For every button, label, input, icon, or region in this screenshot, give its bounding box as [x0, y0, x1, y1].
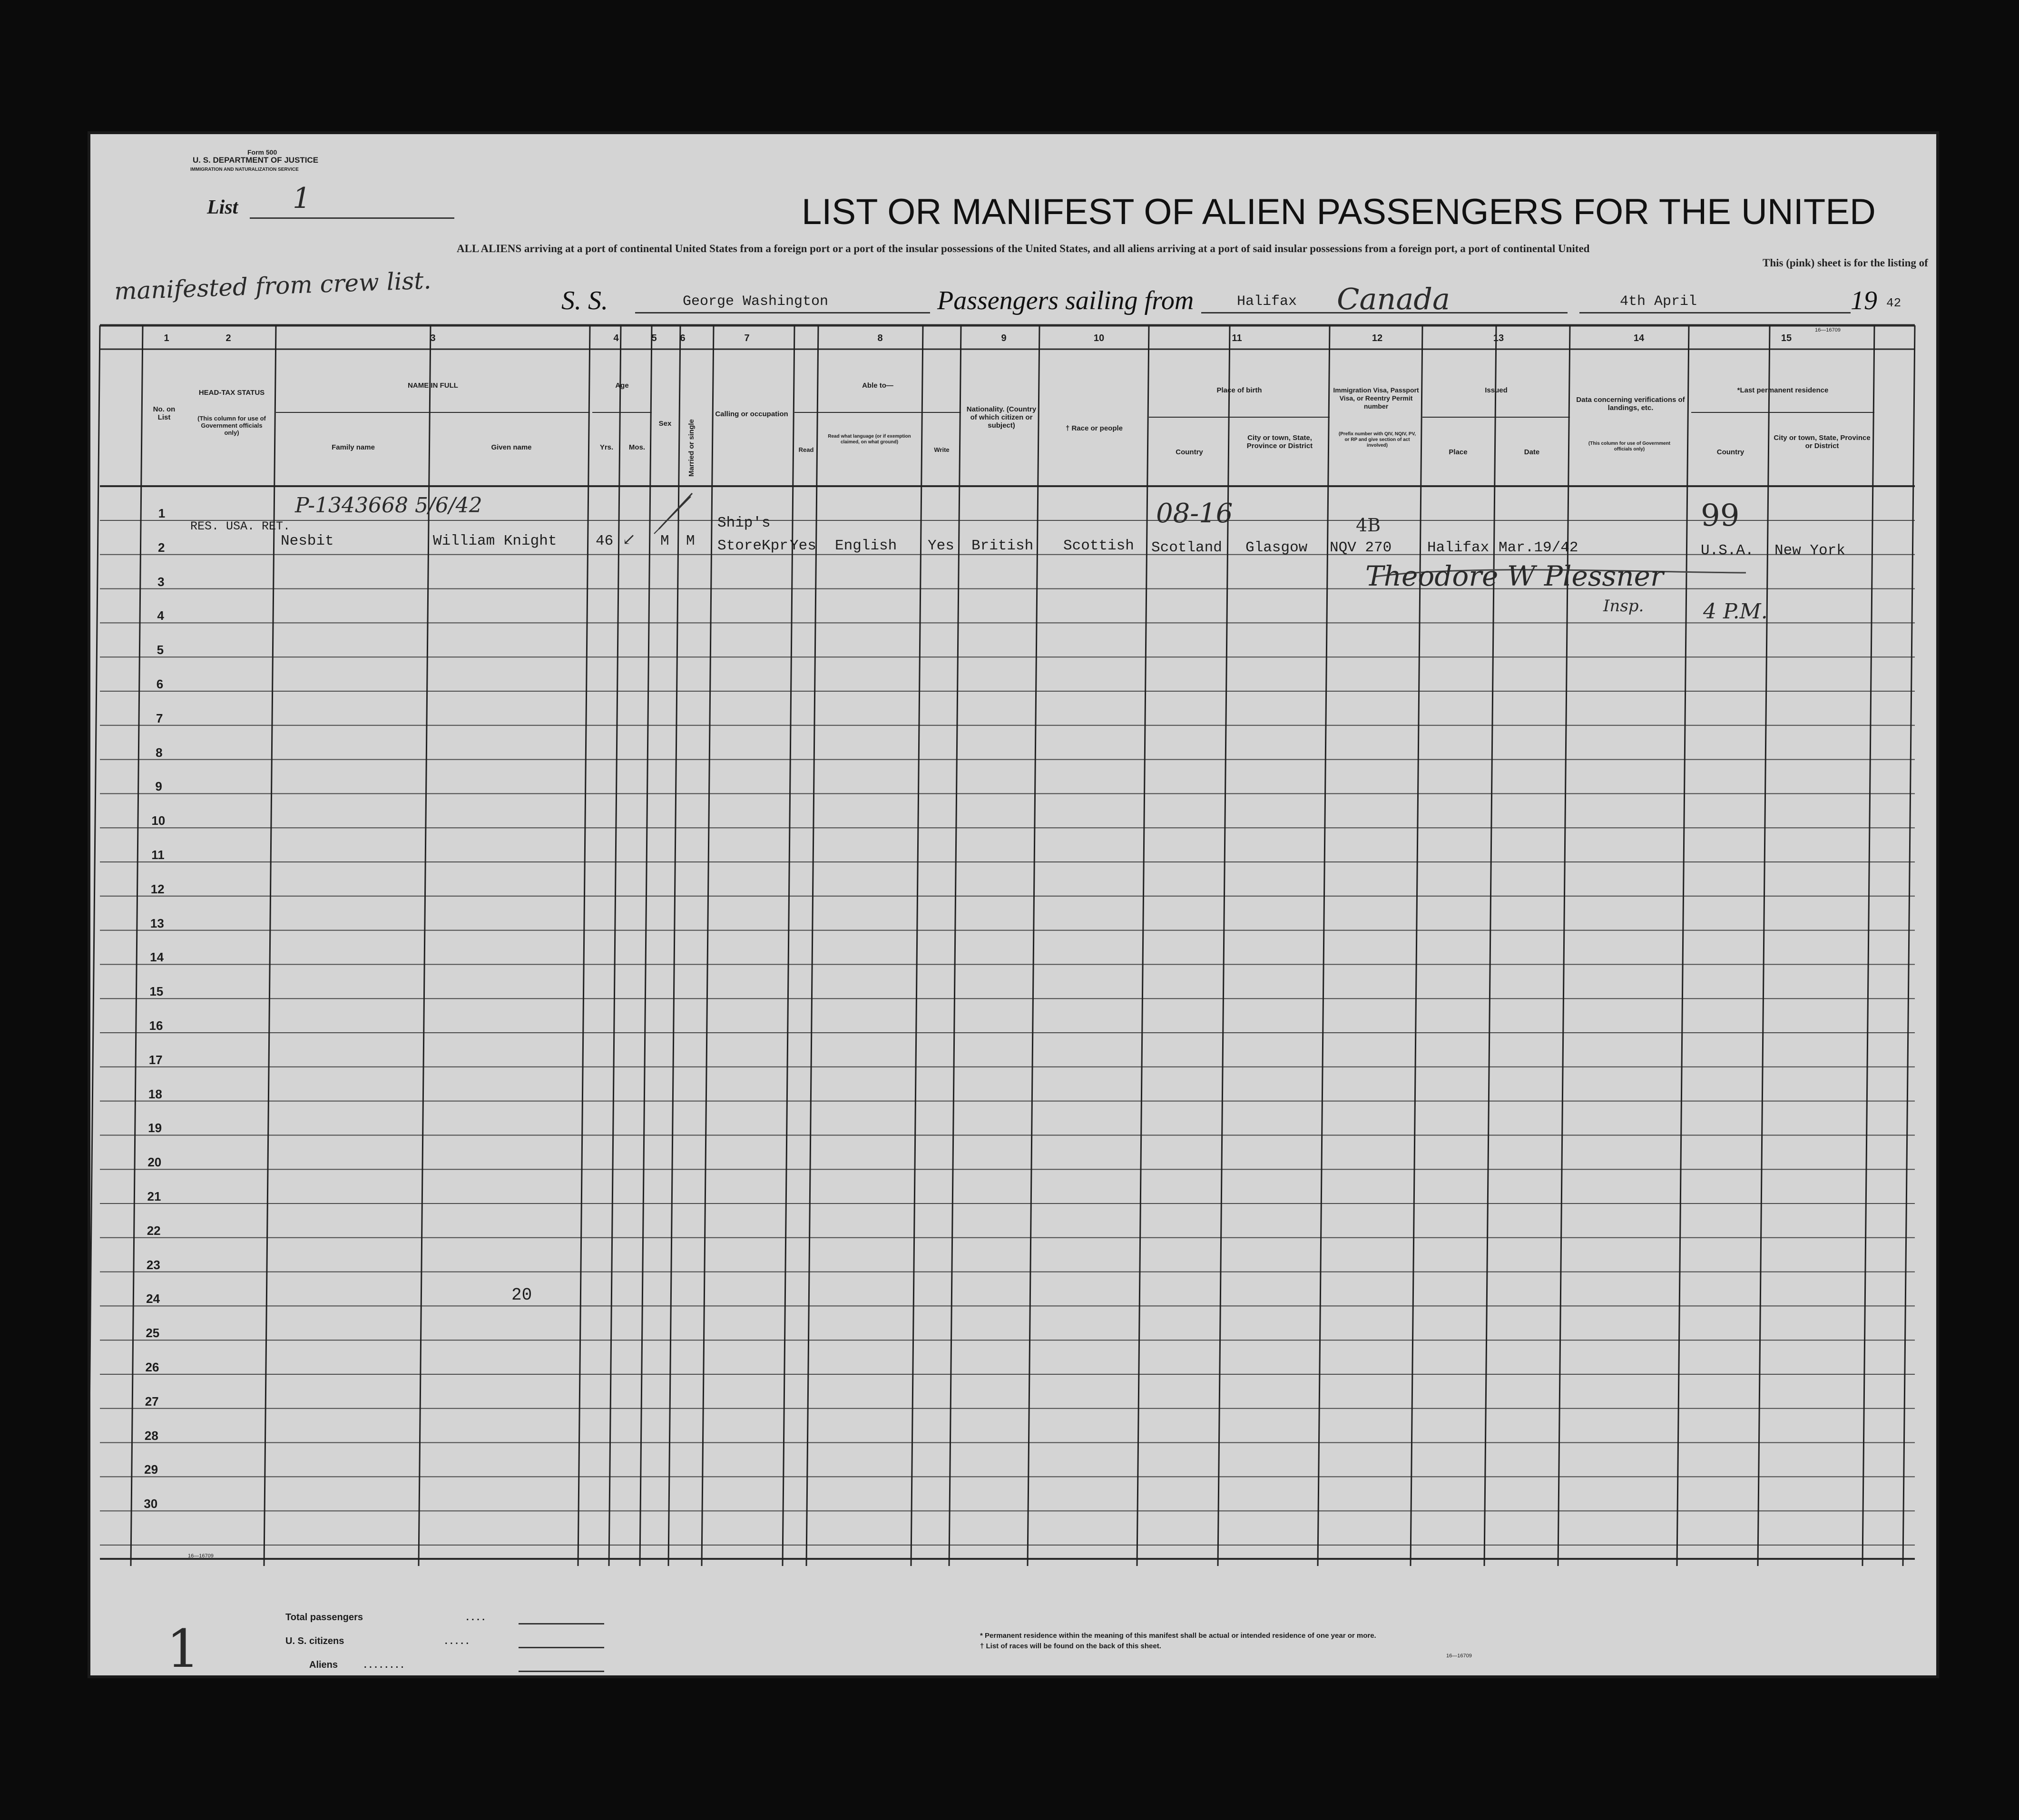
birth-city-cell: Glasgow	[1245, 539, 1308, 556]
list-label: List	[207, 196, 238, 218]
issued-date-header: Date	[1524, 448, 1540, 456]
issued-place-cell: Halifax	[1427, 539, 1490, 556]
race-header: † Race or people	[1065, 424, 1123, 432]
form-number: Form 500	[247, 148, 277, 156]
marital-cell: M	[686, 533, 695, 549]
row-number: 6	[156, 677, 164, 691]
column-rule	[1411, 325, 1422, 1566]
head-tax-note: (This column for use of Government officials only)	[197, 415, 266, 436]
col-num-4: 4	[613, 333, 619, 343]
time-note: 4 P.M.	[1703, 599, 1768, 624]
row-number: 5	[157, 643, 164, 657]
row-number: 19	[148, 1121, 162, 1135]
column-rule	[1903, 325, 1915, 1566]
col-num-11: 11	[1232, 333, 1242, 343]
year-suffix: 42	[1886, 296, 1901, 310]
row-number: 1	[158, 506, 166, 520]
row-number: 4	[157, 608, 164, 623]
row-number: 7	[156, 711, 163, 725]
last-residence-header: *Last permanent residence	[1737, 386, 1829, 394]
visa-cell: NQV 270	[1330, 539, 1392, 556]
col-num-2: 2	[225, 333, 231, 343]
residence-country-header: Country	[1716, 448, 1745, 456]
age-mos-header: Mos.	[628, 443, 646, 451]
column-rule	[1862, 325, 1874, 1566]
row-number: 16	[149, 1018, 163, 1033]
column-rule	[609, 325, 621, 1566]
married-header: Married or single	[687, 419, 696, 477]
name-in-full-header: NAME IN FULL	[408, 382, 458, 390]
sailing-date: 4th April	[1620, 294, 1697, 310]
age-yrs-header: Yrs.	[599, 443, 614, 451]
col-num-14: 14	[1633, 333, 1645, 343]
row-number: 30	[144, 1497, 158, 1511]
port-country: Canada	[1337, 282, 1450, 316]
col-num-6: 6	[680, 333, 686, 343]
head-tax-status: RES. USA. RET.	[190, 519, 291, 533]
row-number: 14	[150, 950, 164, 965]
column-rule	[1558, 325, 1570, 1566]
stamp-number: 20	[511, 1285, 532, 1305]
read-what-header: Read what language (or if exemption claimed, on what ground)	[828, 434, 911, 445]
row-number: 29	[144, 1462, 158, 1477]
data-concerning-header: Data concerning verifications of landings, etc.	[1576, 396, 1685, 412]
race-cell: Scottish	[1063, 538, 1134, 554]
no-on-list-header: No. on List	[153, 405, 176, 421]
calling-header: Calling or occupation	[715, 410, 788, 418]
visa-header: Immigration Visa, Passport Visa, or Reentry Permit number	[1333, 386, 1419, 410]
residence-annotation: 99	[1701, 498, 1740, 533]
row-number: 10	[151, 813, 166, 828]
column-rule	[1484, 325, 1496, 1566]
row-number: 26	[145, 1360, 159, 1374]
column-rule	[702, 325, 714, 1566]
inspector-signature: Theodore W Plessner	[1365, 560, 1664, 592]
col-num-13: 13	[1493, 333, 1504, 343]
row-number: 2	[157, 540, 165, 555]
column-rule	[911, 325, 923, 1566]
row-number: 20	[147, 1155, 162, 1170]
row-number: 23	[146, 1257, 160, 1272]
column-rule	[1137, 325, 1149, 1566]
us-citizens-field	[519, 1647, 604, 1648]
print-code-top: 16—16709	[1815, 327, 1841, 333]
column-rule	[806, 325, 818, 1566]
row-number: 28	[144, 1428, 158, 1443]
place-of-birth-header: Place of birth	[1216, 386, 1262, 394]
data-concerning-note: (This column for use of Government officials only)	[1588, 441, 1671, 452]
residence-country-cell: U.S.A.	[1701, 542, 1754, 559]
row-number: 11	[151, 848, 165, 862]
col-num-8: 8	[877, 333, 883, 343]
manifest-subtitle: ALL ALIENS arriving at a port of continental United States from a foreign port or a port of the insular possessions of the United States, and all aliens arriving at a port of said insular possessions from a foreign port, a port of continental United	[457, 243, 1590, 254]
column-rule	[640, 325, 652, 1566]
age-header: Age	[615, 382, 629, 390]
row-number: 3	[157, 574, 165, 589]
visa-note: (Prefix number with QIV, NQIV, PV, or RP and give section of act involved)	[1338, 431, 1416, 448]
nationality-cell: British	[971, 538, 1034, 554]
permit-note: P-1343668 5/6/42	[295, 493, 482, 518]
family-name-cell: Nesbit	[281, 533, 334, 549]
nationality-header: Nationality. (Country of which citizen or subject)	[966, 405, 1037, 430]
year-prefix: 19	[1851, 286, 1877, 315]
row-number: 17	[148, 1052, 163, 1067]
total-passengers-field	[519, 1623, 604, 1624]
row-number: 15	[149, 984, 164, 999]
issued-header: Issued	[1485, 386, 1508, 394]
row-number: 13	[150, 916, 164, 930]
ship-name: George Washington	[683, 294, 829, 310]
given-name-header: Given name	[491, 443, 532, 451]
col-num-1: 1	[164, 333, 169, 343]
column-rule	[783, 325, 794, 1566]
write-cell: Yes	[928, 538, 954, 554]
family-name-header: Family name	[332, 443, 375, 451]
issued-place-header: Place	[1449, 448, 1468, 456]
given-name-cell: William Knight	[433, 533, 557, 549]
sex-cell: M	[660, 533, 669, 549]
col-num-9: 9	[1001, 333, 1007, 343]
tally-mark: 1	[167, 1618, 200, 1679]
row-number: 12	[150, 881, 165, 896]
able-to-header: Able to—	[862, 382, 893, 390]
inspector-title: Insp.	[1603, 597, 1644, 616]
col-num-12: 12	[1372, 333, 1383, 343]
col-num-5: 5	[651, 333, 657, 343]
col-num-15: 15	[1781, 333, 1792, 343]
column-rule	[264, 325, 276, 1566]
language-cell: English	[835, 538, 897, 554]
department-name: U. S. DEPARTMENT OF JUSTICE	[193, 156, 319, 165]
age-yrs-cell: 46	[596, 533, 614, 549]
manifest-subtitle-2: This (pink) sheet is for the listing of	[1763, 257, 1928, 269]
row-number: 24	[146, 1292, 160, 1306]
row-number: 18	[148, 1086, 162, 1101]
write-header: Write	[934, 446, 950, 453]
head-tax-header: HEAD-TAX STATUS	[198, 389, 265, 397]
aliens-field	[519, 1671, 604, 1672]
port-name: Halifax	[1237, 294, 1297, 310]
read-cell: Yes	[790, 538, 816, 554]
row-number: 22	[147, 1223, 161, 1238]
occupation-cell-2: StoreKpr	[717, 538, 788, 554]
list-number: 1	[293, 182, 311, 215]
birth-annotation: 08-16	[1156, 498, 1233, 529]
column-rule	[1758, 325, 1770, 1566]
issued-date-cell: Mar.19/42	[1499, 539, 1578, 556]
read-header: Read	[798, 446, 814, 453]
column-rule	[1318, 325, 1330, 1566]
column-rule	[90, 325, 100, 1566]
total-passengers-label: Total passengers	[285, 1612, 363, 1623]
handwritten-note: manifested from crew list.	[114, 266, 432, 305]
column-rule	[1028, 325, 1039, 1566]
age-mos-cell: ↙	[622, 530, 636, 549]
manifest-title: LIST OR MANIFEST OF ALIEN PASSENGERS FOR THE UNITED	[802, 192, 1876, 232]
residence-city-cell: New York	[1774, 542, 1845, 559]
column-rule	[1677, 325, 1689, 1566]
birth-city-header: City or town, State, Province or District	[1246, 434, 1313, 450]
row-number: 21	[147, 1189, 161, 1204]
aliens-label: Aliens	[309, 1660, 338, 1670]
service-name: IMMIGRATION AND NATURALIZATION SERVICE	[190, 167, 299, 172]
row-number: 27	[145, 1394, 159, 1409]
row-number: 8	[156, 745, 163, 760]
birth-country-cell: Scotland	[1151, 539, 1222, 556]
residence-city-header: City or town, State, Province or District	[1774, 434, 1871, 450]
us-citizens-label: U. S. citizens	[285, 1636, 344, 1646]
col-num-3: 3	[430, 333, 436, 343]
column-rule	[949, 325, 961, 1566]
birth-country-header: Country	[1176, 448, 1203, 456]
col-num-7: 7	[744, 333, 750, 343]
occupation-cell-1: Ship's	[717, 515, 771, 531]
manifest-grid	[90, 134, 1936, 1675]
sailing-from-label: Passengers sailing from	[937, 286, 1194, 315]
ss-label: S. S.	[561, 286, 608, 315]
print-code-footer: 16—16709	[1446, 1653, 1472, 1659]
column-rule	[578, 325, 590, 1566]
footnote-races: † List of races will be found on the back of this sheet.	[980, 1642, 1161, 1650]
manifest-sheet: Form 500 U. S. DEPARTMENT OF JUSTICE IMMIGRATION AND NATURALIZATION SERVICE List 1 LIST OR MANIFEST OF ALIEN PASSENGERS FOR THE UNITED ALL ALIENS arriving at a port of continental United States from a foreign port or a port of the insular possessions of the United States, and all aliens arriving at a port of said insular possessions from a foreign port, a port of continental United This (pink) sheet is for the listing of manifested from crew list. S. S. George Washington Passengers sailing from Halifax Canada 4th April 19 42 16—16709 1 2 3 4 5 6 7 8 9 10 11 12 13 14 15 No. on List HEAD-TAX STATUS (This column for use of Government officials only) NAME IN FULL Family name Given name Age Yrs. Mos. Sex Married or single Calling or occupation Able to— Read Read what language (or if exemption claimed, on what ground) Write Nationality. (Country of which citizen or subject) † Race or people Place of birth Country City or town, State, Province or District Immigration Visa, Passport Visa, or Reentry Permit number (Prefix number with QIV, NQIV, PV, or RP and give section of act involved) Issued Place Date Data concerning verifications of landings, etc. (This column for use of Government officials only) *Last permanent residence Country City or town, State, Province or District 1 2 3 4 5 6 7 8 9 10 11 12 13 14 15 16 17 18 19 20 21 22 23 24 25 26 27 28 29 30 P-1343668 5/6/42 RES. USA. RET. Nesbit William Knight 46 ↙ M M Ship's StoreKpr Yes English Yes British Scottish 08-16 Scotland Glasgow 4B NQV 270 Halifax Mar.19/42 99 U.S.A. New York Theodore W Plessner Insp. 4 P.M. 20 16—16709 1 Total passengers . . . . U. S. citizens . . . . . Aliens . . . . . . . . * Permanent residence within the meaning of this manifest shall be actual or intended residence of one year or more. † List of races will be found on the back of this sheet. 16—16709	[90, 134, 1936, 1675]
row-number: 25	[146, 1326, 160, 1341]
sex-header: Sex	[658, 420, 672, 428]
col-num-10: 10	[1093, 333, 1105, 343]
footnote-residence: * Permanent residence within the meaning of this manifest shall be actual or intended residence of one year or more.	[980, 1632, 1376, 1640]
print-code-table: 16—16709	[188, 1553, 214, 1559]
row-number: 9	[155, 779, 162, 794]
visa-annotation: 4B	[1356, 515, 1381, 536]
